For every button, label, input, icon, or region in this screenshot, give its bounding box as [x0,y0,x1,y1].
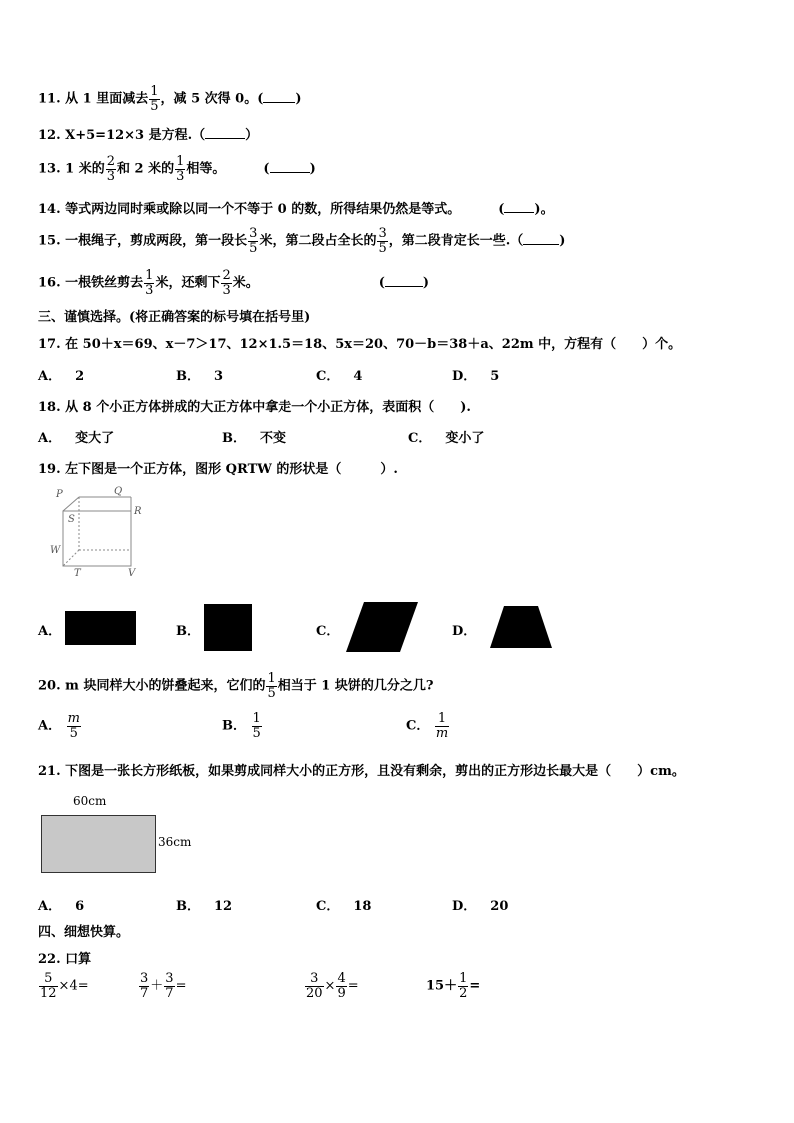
label-p: P [56,489,63,500]
cardboard-rectangle [41,815,156,873]
label-v: V [128,568,136,579]
question-12: 12. X+5=12×3 是方程.（ ） [38,128,259,143]
option-a[interactable]: A． $\frac{m}{5}$ [38,711,80,741]
label-r: R [134,506,142,517]
option-b[interactable]: B． [176,624,200,639]
section-heading: 三、谨慎选择。(将正确答案的标号填在括号里) [38,310,311,325]
option-a[interactable]: A． 2 [38,369,85,384]
option-c[interactable]: C． 18 [316,899,372,914]
calc-item-1: $\frac{5}{12}$ ×4= [40,971,89,1001]
option-d[interactable]: D． [452,624,477,639]
option-b[interactable]: B． 不变 [222,431,287,446]
fraction: $\frac{3}{5}$ [378,226,387,256]
question-18: 18. 从 8 个小正方体拼成的大正方体中拿走一个小正方体，表面积（ ). [38,400,471,415]
calc-item-2: $\frac{3}{7}$ ＋ $\frac{3}{7}$ = [140,971,187,1001]
answer-blank[interactable] [263,102,295,103]
question-14: 14. 等式两边同时乘或除以同一个不等于 0 的数，所得结果仍然是等式。 ( )。 [38,202,554,217]
fraction: $\frac{1}{m}$ [435,711,449,741]
question-19: 19. 左下图是一个正方体，图形 QRTW 的形状是（ ）. [38,462,398,477]
answer-blank[interactable] [270,172,310,173]
width-label: 60cm [73,794,107,808]
label-q: Q [114,486,123,497]
question-11: 11. 从 1 里面减去 $\frac{1}{5}$ ，减 5 次得 0。( ) [38,84,302,114]
option-c[interactable]: C． 4 [316,369,363,384]
label-w: W [50,545,61,556]
question-13: 13. 1 米的 $\frac{2}{3}$ 和 2 米的 $\frac{1}{3}$ 相等。 ( ) [38,154,316,184]
question-17: 17. 在 50＋x＝69、x－7＞17、12×1.5＝18、5x＝20、70－b＝38＋a、22m 中，方程有（ ）个。 [38,337,682,352]
option-a[interactable]: A． [38,624,62,639]
cube-figure [44,484,160,580]
answer-blank[interactable] [523,244,559,245]
option-c[interactable]: C． 变小了 [408,431,485,446]
option-a[interactable]: A． 6 [38,899,85,914]
height-label: 36cm [158,835,192,849]
option-c[interactable]: C． $\frac{1}{m}$ [406,711,449,741]
option-b[interactable]: B． 12 [176,899,233,914]
fraction: $\frac{1}{5}$ [252,711,261,741]
fraction: $\frac{2}{3}$ [222,268,231,298]
option-b[interactable]: B． 3 [176,369,224,384]
question-21: 21. 下图是一张长方形纸板，如果剪成同样大小的正方形，且没有剩余，剪出的正方形边长最大是（ ）cm。 [38,764,685,779]
option-a[interactable]: A． 变大了 [38,431,115,446]
fraction: $\frac{2}{3}$ [106,154,116,184]
fraction: $\frac{1}{5}$ [267,671,276,701]
option-b[interactable]: B． $\frac{1}{5}$ [222,711,261,741]
calc-item-4: 15＋ $\frac{1}{2}$ = [426,971,481,1001]
fraction: $\frac{3}{5}$ [249,226,258,256]
shape-parallelogram [346,602,418,652]
section-heading: 四、细想快算。 [38,925,130,940]
option-d[interactable]: D． 20 [452,899,509,914]
shape-rectangle [65,611,136,645]
question-16: 16. 一根铁丝剪去 $\frac{1}{3}$ 米，还剩下 $\frac{2}{3}$ 米。 ( ) [38,268,430,298]
option-c[interactable]: C． [316,624,340,639]
shape-trapezoid [490,606,552,648]
shape-square [204,604,252,651]
fraction: $\frac{1}{3}$ [176,154,185,184]
label-s: S [68,514,75,525]
calc-item-3: $\frac{3}{20}$ × $\frac{4}{9}$ = [306,971,359,1001]
fraction: $\frac{1}{5}$ [150,84,159,114]
question-15: 15. 一根绳子，剪成两段，第一段长 $\frac{3}{5}$ 米，第二段占全长的 $\frac{3}{5}$ ，第二段肯定长一些.（ ) [38,226,566,256]
question-20: 20. m 块同样大小的饼叠起来，它们的 $\frac{1}{5}$ 相当于 1 块饼的几分之几? [38,671,434,701]
answer-blank[interactable] [504,212,534,213]
fraction: $\frac{m}{5}$ [67,711,80,741]
option-d[interactable]: D． 5 [452,369,500,384]
fraction: $\frac{1}{3}$ [145,268,154,298]
label-t: T [74,568,81,579]
answer-blank[interactable] [385,286,423,287]
question-22: 22. 口算 [38,952,92,967]
answer-blank[interactable] [205,138,245,139]
